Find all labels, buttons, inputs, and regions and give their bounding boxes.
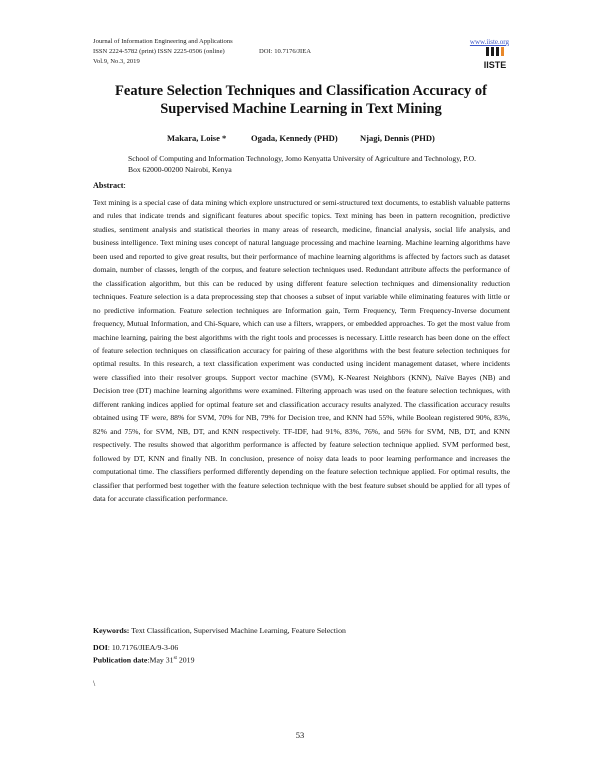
abstract-heading xyxy=(93,181,126,190)
author-3: Njagi, Dennis (PHD) xyxy=(360,133,435,143)
logo-bar-3 xyxy=(496,47,499,56)
publication-date xyxy=(93,654,194,666)
paper-title: Feature Selection Techniques and Classification Accuracy of Supervised Machine Learning in Text Mining xyxy=(115,83,487,117)
logo-bar-2 xyxy=(491,47,494,56)
publication-date-post: 2019 xyxy=(176,655,195,665)
publication-label: Publication date xyxy=(93,655,148,665)
article-doi xyxy=(93,643,178,653)
doi-value: : 10.7176/JIEA/9-3-06 xyxy=(107,643,179,652)
logo-bar-1 xyxy=(486,47,489,56)
logo-text: IISTE xyxy=(483,60,507,70)
keywords-text: Text Classification, Supervised Machine Learning, Feature Selection xyxy=(131,626,346,635)
volume-line: Vol.9, No.3, 2019 xyxy=(93,58,140,65)
keywords xyxy=(93,626,513,636)
doi-label: DOI xyxy=(93,643,108,652)
publication-date-sup: st xyxy=(173,656,177,661)
stray-mark: \ xyxy=(93,679,96,688)
journal-url-link[interactable]: www.iiste.org xyxy=(469,38,509,46)
logo-bar-4 xyxy=(501,47,504,56)
abstract-colon: : xyxy=(123,181,126,190)
keywords-label: Keywords: xyxy=(93,626,130,635)
iiste-logo xyxy=(480,46,510,72)
affiliation: School of Computing and Information Technology, Jomo Kenyatta University of Agriculture and Technology, P.O. Box 62000-00200 Nairobi, Kenya xyxy=(128,154,476,174)
abstract-body: Text mining is a special case of data mining which explore unstructured or semi-structured text documents, to establish valuable patterns and rules that indicate trends and significant features about specific topics. Text mining has been in pattern recognition, predictive studies, sentiment analysis and statistical theories in many areas of research, medicine, financial analysis, social life analysis, and business intelligence. Text mining uses concept of natural language processing and machine learning. Machine learning algorithms have been used and reported to give great results, but their performance of machine learning algorithms is affected by factors such as dataset domain, number of classes, length of the corpus, and feature selection techniques used. Redundant attribute affects the performance of the classification algorithm, but this can be reduced by using different feature selection techniques and dimensionality reduction techniques. Feature selection is a data preprocessing step that chooses a subset of input variable while eliminating features with little or no predictive information. Feature selection techniques are Information gain, Term Frequency, Term Frequency-Inverse document frequency, Mutual Information, and Chi-Square, which can use a filters, wrappers, or embedded approaches. To get the most value from machine learning, pairing the best algorithms with the right tools and processes is necessary. Little research has been done on the effect of feature selection techniques on classification accuracy for pairing of these algorithms with the best feature selection techniques for optimal results. In this research, a text classification experiment was conducted using incident management dataset, where incidents were classified into their resolver groups. Support vector machine (SVM), K-Nearest Neighbors (KNN), Naïve Bayes (NB) and Decision tree (DT) machine learning algorithms were examined. Filtering approach was used on the feature selection techniques, with different ranking indices applied for optimal feature set and classification accuracy results analyzed. The classification accuracy results obtained using TF were, 88% for SVM, 70% for NB, 79% for Decision tree, and KNN had 55%, while Boolean registered 90%, 83%, 82% and 75%, for SVM, NB, DT, and KNN respectively. TF-IDF, had 91%, 83%, 76%, and 56% for SVM, NB, DT, and KNN respectively. The results showed that algorithm performance is affected by feature selection technique applied. SVM performed best, followed by DT, KNN and finally NB. In conclusion, presence of noisy data leads to poor learning performance and increases the computational time. The classifiers performed differently depending on the feature selection technique applied. For optimal results, the classifier that performed best together with the feature selection technique with the best feature subset should be applied for all types of data for accurate classification performance. xyxy=(93,198,510,503)
issn-line: ISSN 2224-5782 (print) ISSN 2225-0506 (online) xyxy=(93,48,225,55)
journal-name: Journal of Information Engineering and Applications xyxy=(93,38,233,45)
publication-date-pre: :May 31 xyxy=(147,655,174,665)
abstract-label: Abstract xyxy=(93,181,124,190)
journal-doi: DOI: 10.7176/JIEA xyxy=(259,48,312,55)
author-2: Ogada, Kennedy (PHD) xyxy=(251,133,338,143)
page-number: 53 xyxy=(295,730,305,740)
author-1: Makara, Loise * xyxy=(167,133,227,143)
